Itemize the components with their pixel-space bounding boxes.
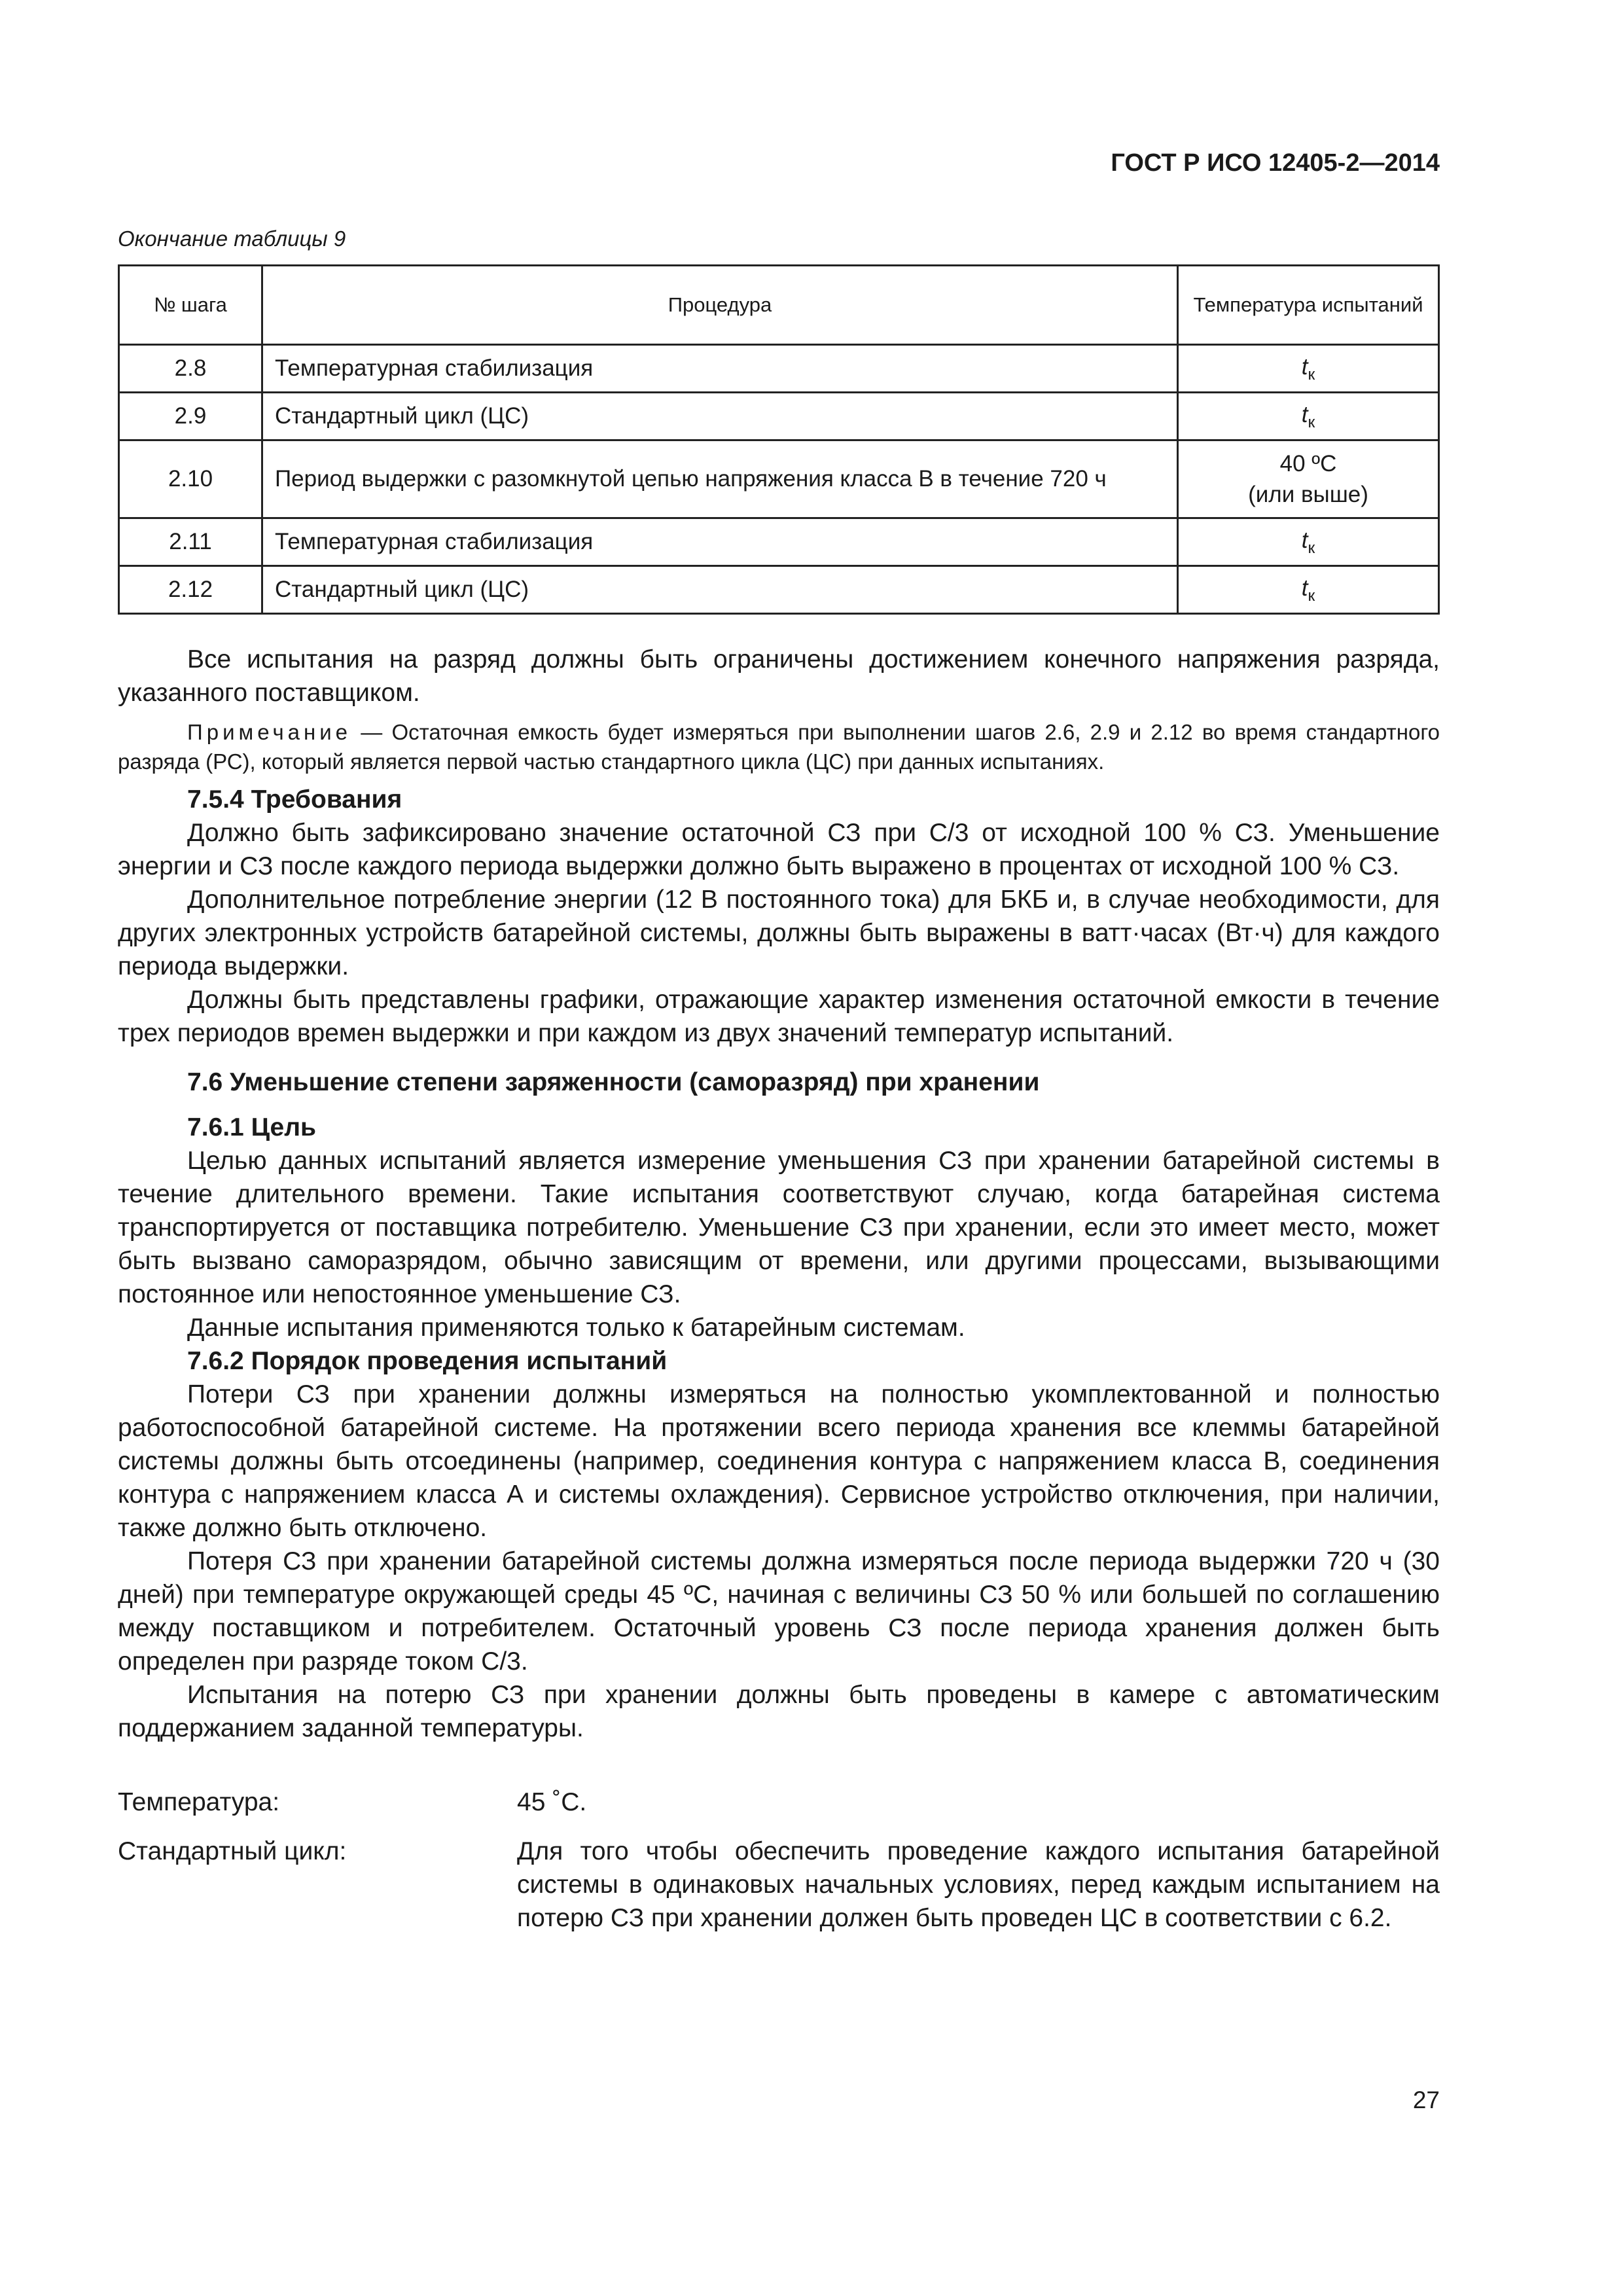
paragraph: Целью данных испытаний является измерение уменьшения СЗ при хранении батарейной системы в течение длительного времени. Такие испытания соответствуют случаю, когда батарейная система транспортируется от поставщика потребителю. Уменьшение СЗ при хранении, если это имеет место, может быть вызвано саморазрядом, обычно зависящим от времени, или другими процессами, вызывающими постоянное или непостоянное уменьшение СЗ. — [118, 1147, 1440, 1308]
temperature-value: 40 ºС — [1279, 450, 1337, 476]
table-row — [119, 518, 1439, 566]
definition-term: Стандартный цикл: — [118, 1837, 347, 1865]
temperature-cell: $t_к$ — [1178, 518, 1439, 566]
temperature-qualifier: (или выше) — [1248, 482, 1368, 507]
temperature-cell: $t_к$ — [1178, 345, 1439, 393]
procedure-cell: Период выдержки с разомкнутой цепью напряжения класса В в течение 720 ч — [262, 440, 1178, 518]
table-row — [119, 440, 1439, 518]
table-caption: Окончание таблицы 9 — [118, 226, 346, 251]
definition-term: Температура: — [118, 1788, 280, 1816]
paragraph: Испытания на потерю СЗ при хранении должны быть проведены в камере с автоматическим поддержанием заданной температуры. — [118, 1681, 1440, 1742]
temperature-cell: $t_к$ — [1178, 393, 1439, 440]
note-label: Примечание — [187, 720, 352, 744]
paragraph: Дополнительное потребление энергии (12 В постоянного тока) для БКБ и, в случае необходимости, для других электронных устройств батарейной системы, должны быть выражены в ватт·часах (Вт·ч) для каждого периода выдержки. — [118, 886, 1440, 980]
column-header-temperature: Температура испытаний — [1178, 266, 1439, 345]
definition-row — [118, 1785, 1440, 1819]
definition-row — [118, 1835, 1440, 1935]
paragraph: Должно быть зафиксировано значение остаточной СЗ при С/3 от исходной 100 % СЗ. Уменьшение энергии и СЗ после каждого периода выдержки должно быть выражено в процентах от исходной 100 % СЗ. — [118, 819, 1440, 880]
table-header-row — [119, 266, 1439, 345]
page-number: 27 — [1412, 2087, 1440, 2113]
procedure-cell: Стандартный цикл (ЦС) — [262, 393, 1178, 440]
table-9 — [118, 264, 1440, 615]
paragraph: Должны быть представлены графики, отражающие характер изменения остаточной емкости в течение трех периодов времен выдержки и при каждом из двух значений температур испытаний. — [118, 986, 1440, 1047]
step-cell: 2.8 — [119, 345, 262, 393]
step-cell: 2.9 — [119, 393, 262, 440]
table-row — [119, 345, 1439, 393]
section-heading-7-6-2: 7.6.2 Порядок проведения испытаний — [187, 1347, 668, 1375]
table-row — [119, 393, 1439, 440]
section-heading-7-5-4: 7.5.4 Требования — [187, 785, 402, 814]
paragraph: Потеря СЗ при хранении батарейной системы должна измеряться после периода выдержки 720 ч (30 дней) при температуре окружающей среды 45 ºС, начиная с величины СЗ 50 % или большей по соглашению между поставщиком и потребителем. Остаточный уровень СЗ после периода хранения должен быть определен при разряде током С/3. — [118, 1547, 1440, 1676]
paragraph: Все испытания на разряд должны быть ограничены достижением конечного напряжения разряда, указанного поставщиком. — [118, 645, 1440, 707]
definition-list — [118, 1785, 1440, 1935]
body-text — [118, 643, 1440, 1950]
column-header-procedure: Процедура — [262, 266, 1178, 345]
document-id: ГОСТ Р ИСО 12405-2—2014 — [1111, 149, 1440, 177]
note-text: — Остаточная емкость будет измеряться при выполнении шагов 2.6, 2.9 и 2.12 во время стандартного разряда (РС), который является первой частью стандартного цикла (ЦС) при данных испытаниях. — [118, 720, 1440, 774]
paragraph: Потери СЗ при хранении должны измеряться на полностью укомплектованной и полностью работоспособной батарейной системе. На протяжении всего периода хранения все клеммы батарейной системы должны быть отсоединены (например, соединения контура с напряжением класса В, соединения контура с напряжением класса А и системы охлаждения). Сервисное устройство отключения, при наличии, также должно быть отключено. — [118, 1380, 1440, 1542]
paragraph: Данные испытания применяются только к батарейным системам. — [187, 1314, 965, 1342]
procedure-cell: Температурная стабилизация — [262, 518, 1178, 566]
step-cell: 2.10 — [119, 440, 262, 518]
table-row — [119, 566, 1439, 614]
step-cell: 2.12 — [119, 566, 262, 614]
procedure-cell: Стандартный цикл (ЦС) — [262, 566, 1178, 614]
step-cell: 2.11 — [119, 518, 262, 566]
column-header-step: № шага — [119, 266, 262, 345]
temperature-cell: $t_к$ — [1178, 566, 1439, 614]
definition-value: 45 ˚С. — [517, 1788, 587, 1816]
procedure-cell: Температурная стабилизация — [262, 345, 1178, 393]
section-heading-7-6: 7.6 Уменьшение степени заряженности (саморазряд) при хранении — [187, 1068, 1040, 1096]
temperature-cell — [1178, 440, 1439, 518]
section-heading-7-6-1: 7.6.1 Цель — [187, 1113, 316, 1141]
note — [118, 717, 1440, 776]
definition-value: Для того чтобы обеспечить проведение каждого испытания батарейной системы в одинаковых начальных условиях, перед каждым испытанием на потерю СЗ при хранении должен быть проведен ЦС в соответствии с 6.2. — [517, 1837, 1440, 1932]
